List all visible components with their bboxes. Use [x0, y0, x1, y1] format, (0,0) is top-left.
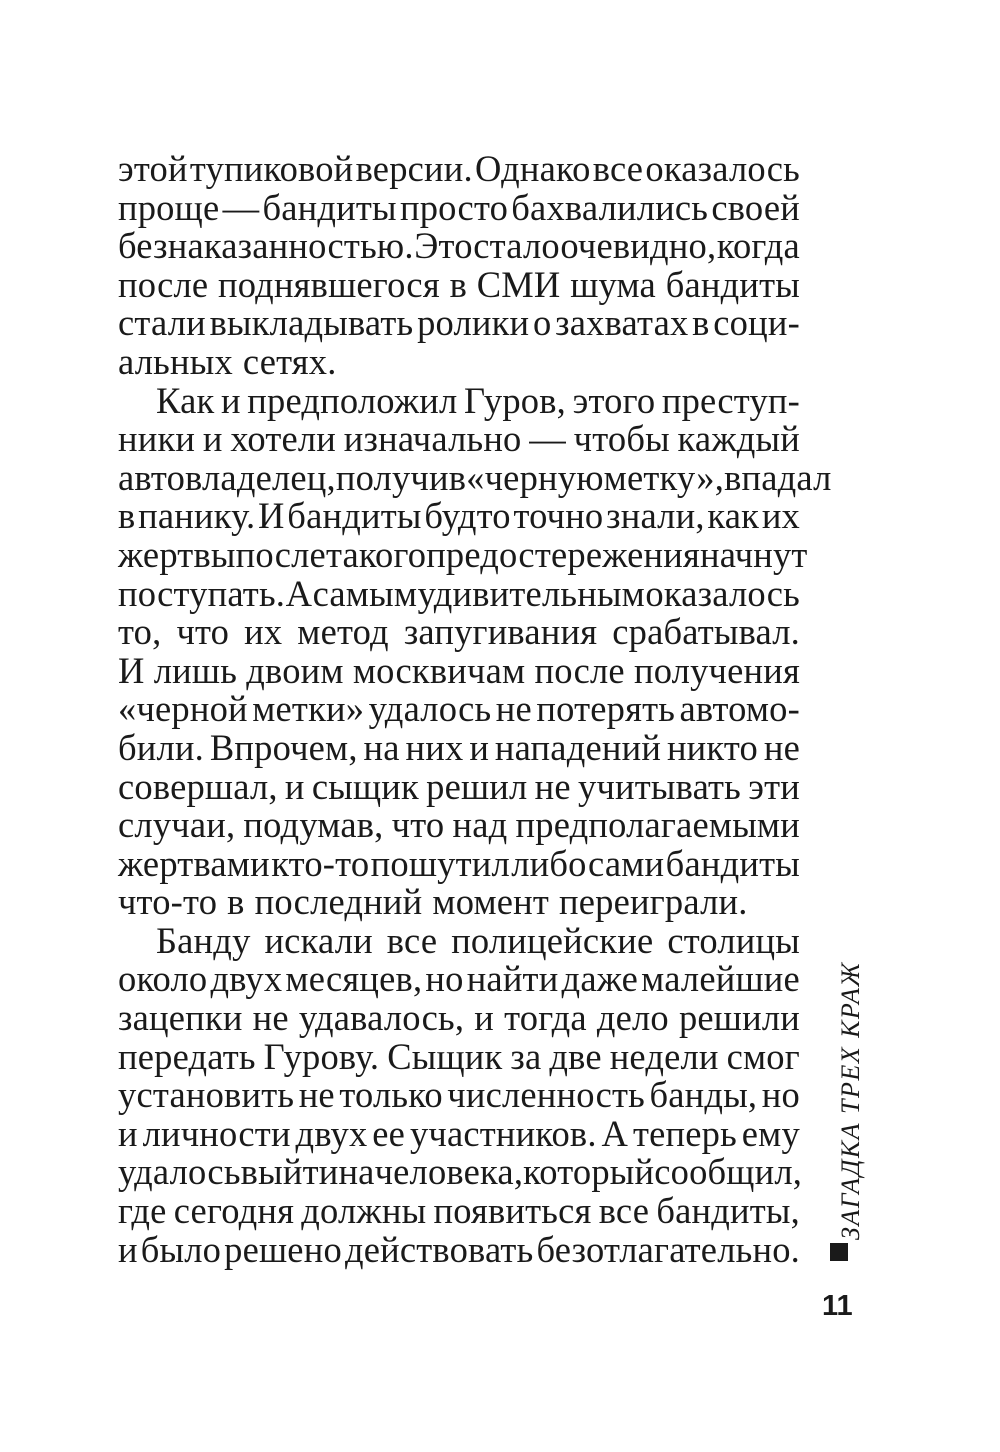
text-line: поступать. А самым удивительным оказалось	[118, 572, 800, 614]
body-text	[118, 148, 832, 1270]
text-line: безнаказанностью. Это стало очевидно, когда	[118, 225, 800, 267]
text-line: что-то в последний момент переиграли.	[118, 881, 748, 923]
text-line: этой тупиковой версии. Однако все оказалось	[118, 148, 800, 189]
text-line: случаи, подумав, что над предполагаемыми	[118, 804, 800, 846]
square-marker-icon	[830, 1243, 848, 1261]
text-line: Банду искали все полицейские столицы	[156, 919, 800, 961]
text-line: альных сетях.	[118, 340, 337, 382]
running-title: ЗАГАДКА ТРЕХ КРАЖ	[836, 961, 865, 1240]
text-line: зацепки не удавалось, и тогда дело решили	[118, 997, 800, 1039]
text-line: ники и хотели изначально — чтобы каждый	[118, 418, 800, 460]
text-line: Как и предположил Гуров, этого преступ-	[156, 379, 800, 421]
text-line: жертвы после такого предостережения начнут	[118, 533, 808, 575]
page-number: 11	[822, 1290, 853, 1322]
text-line: где сегодня должны появиться все бандиты,	[118, 1190, 800, 1232]
text-line: совершал, и сыщик решил не учитывать эти	[118, 765, 800, 807]
text-line: передать Гурову. Сыщик за две недели смог	[118, 1035, 800, 1077]
text-line: И лишь двоим москвичам после получения	[118, 649, 800, 691]
text-line: били. Впрочем, на них и нападений никто не	[118, 726, 800, 768]
text-line: около двух месяцев, но найти даже малейшие	[118, 958, 800, 1000]
text-line: удалось выйти на человека, который сообщил,	[118, 1151, 803, 1193]
text-line: автовладелец, получив «черную метку», впадал	[118, 456, 832, 498]
text-line: «черной метки» удалось не потерять автомо-	[118, 688, 800, 730]
text-line: и было решено действовать безотлагательно.	[118, 1228, 800, 1270]
text-line: установить не только численность банды, но	[118, 1074, 800, 1116]
text-line: проще — бандиты просто бахвалились своей	[118, 186, 800, 228]
text-line: жертвами кто-то пошутил либо сами бандиты	[118, 842, 800, 884]
text-line: то, что их метод запугивания срабатывал.	[118, 611, 800, 653]
text-line: и личности двух ее участников. А теперь ему	[118, 1112, 800, 1154]
text-line: в панику. И бандиты будто точно знали, как их	[118, 495, 800, 537]
text-line: стали выкладывать ролики о захватах в соци-	[118, 302, 800, 344]
text-line: после поднявшегося в СМИ шума бандиты	[118, 263, 800, 305]
